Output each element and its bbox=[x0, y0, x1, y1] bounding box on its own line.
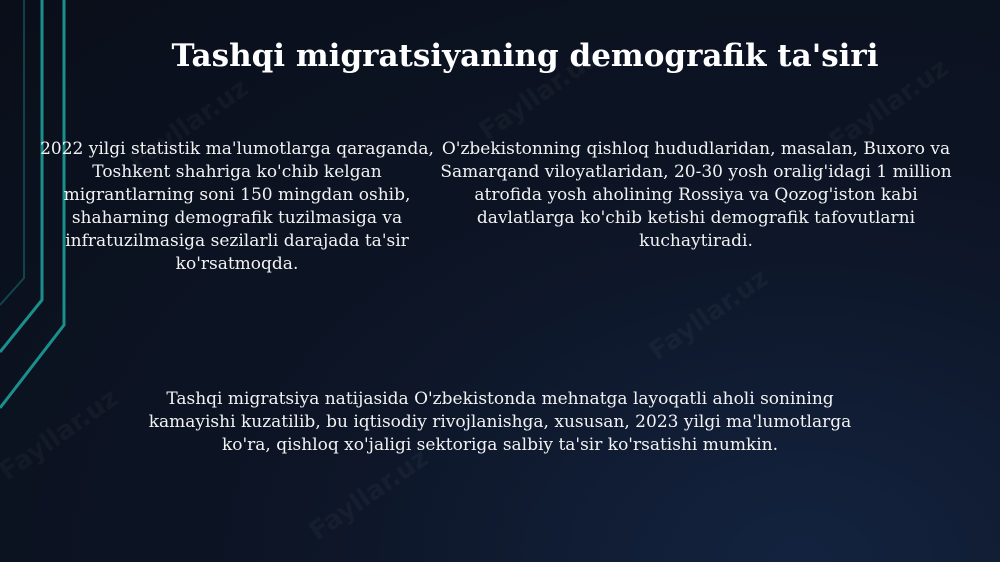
slide-title: Tashqi migratsiyaning demografik ta'siri bbox=[171, 38, 879, 74]
paragraph-bottom: Tashqi migratsiya natijasida O'zbekistonda mehnatga layoqatli aholi sonining kamayishi kuzatilib, bu iqtisodiy rivojlanishga, xususan, 2023 yilgi ma'lumotlarga ko'ra, qishloq xo'jaligi sektoriga salbiy ta'sir ko'rsatishi mumkin. bbox=[148, 389, 852, 455]
watermark bbox=[644, 263, 774, 367]
paragraph-left: 2022 yilgi statistik ma'lumotlarga qaraganda, Toshkent shahriga ko'chib kelgan migrantlarning soni 150 mingdan oshib, shaharning demografik tuzilmasiga va infratuzilmasiga sezilarli darajada ta'sir ko'rsatmoqda. bbox=[40, 139, 434, 274]
paragraph-right: O'zbekistonning qishloq hududlaridan, masalan, Buxoro va Samarqand viloyatlaridan, 20-30 yosh oralig'idagi 1 million atrofida yosh aholining Rossiya va Qozog'iston kabi davlatlarga ko'chib ketishi demografik tafovutlarni kuchaytiradi. bbox=[440, 139, 952, 251]
watermark bbox=[304, 443, 434, 547]
decorative-lines bbox=[0, 0, 120, 562]
